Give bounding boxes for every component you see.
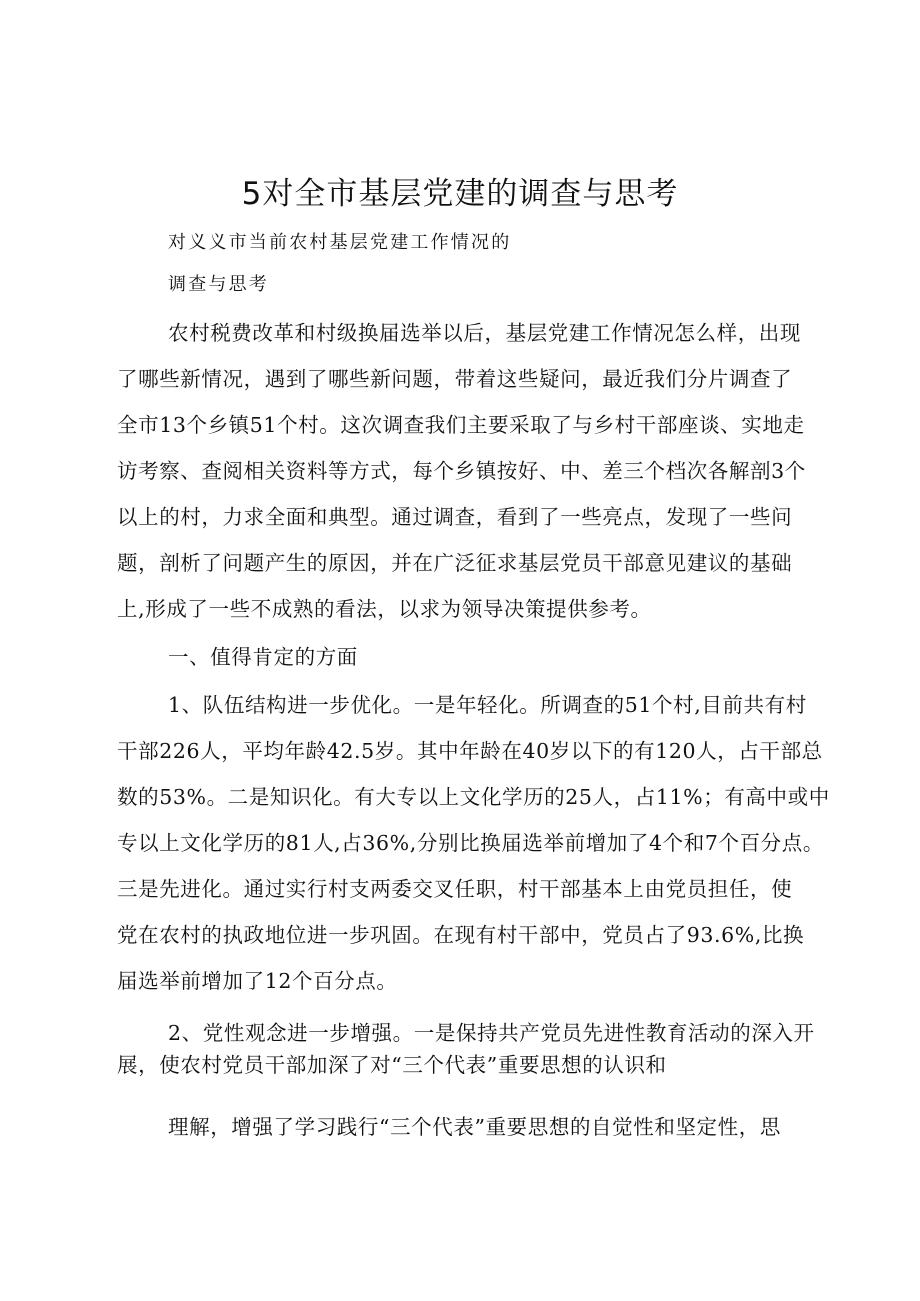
paragraph-line: 理解，增强了学习践行“三个代表”重要思想的自觉性和坚定性，思 — [168, 1115, 781, 1139]
paragraph-line: 全市13个乡镇51个村。这次调查我们主要采取了与乡村干部座谈、实地走 — [117, 413, 805, 437]
paragraph-line: 专以上文化学历的81人,占36%,分别比换届选举前增加了4个和7个百分点。 — [117, 831, 824, 855]
subtitle-line: 对义义市当前农村基层党建工作情况的 — [168, 232, 512, 253]
paragraph-line: 农村税费改革和村级换届选举以后，基层党建工作情况怎么样，出现 — [168, 321, 801, 345]
paragraph-line: 展，使农村党员干部加深了对“三个代表”重要思想的认识和 — [117, 1053, 667, 1077]
document-title: 5对全市基层党建的调查与思考 — [241, 176, 679, 212]
paragraph-line: 三是先进化。通过实行村支两委交叉任职，村干部基本上由党员担任，使 — [117, 877, 793, 901]
paragraph-line: 党在农村的执政地位进一步巩固。在现有村干部中，党员占了93.6%,比换 — [117, 923, 805, 947]
section-heading: 一、值得肯定的方面 — [168, 645, 358, 669]
paragraph-line: 以上的村，力求全面和典型。通过调查，看到了一些亮点，发现了一些问 — [117, 505, 793, 529]
paragraph-line: 干部226人，平均年龄42.5岁。其中年龄在40岁以下的有120人，占干部总 — [117, 739, 823, 763]
paragraph-line: 题，剖析了问题产生的原因，并在广泛征求基层党员干部意见建议的基础 — [117, 551, 793, 575]
paragraph-line: 上,形成了一些不成熟的看法，以求为领导决策提供参考。 — [117, 597, 652, 621]
paragraph-line: 1、队伍结构进一步优化。一是年轻化。所调查的51个村,目前共有村 — [168, 693, 807, 717]
paragraph-line: 2、党性观念进一步增强。一是保持共产党员先进性教育活动的深入开 — [168, 1021, 815, 1045]
subtitle-line: 调查与思考 — [168, 274, 269, 295]
paragraph-line: 届选举前增加了12个百分点。 — [117, 969, 398, 993]
paragraph-line: 数的53%。二是知识化。有大专以上文化学历的25人，占11%；有高中或中 — [117, 785, 830, 809]
paragraph-line: 访考察、查阅相关资料等方式，每个乡镇按好、中、差三个档次各解剖3个 — [117, 459, 806, 483]
paragraph-line: 了哪些新情况，遇到了哪些新问题，带着这些疑问，最近我们分片调查了 — [117, 367, 793, 391]
